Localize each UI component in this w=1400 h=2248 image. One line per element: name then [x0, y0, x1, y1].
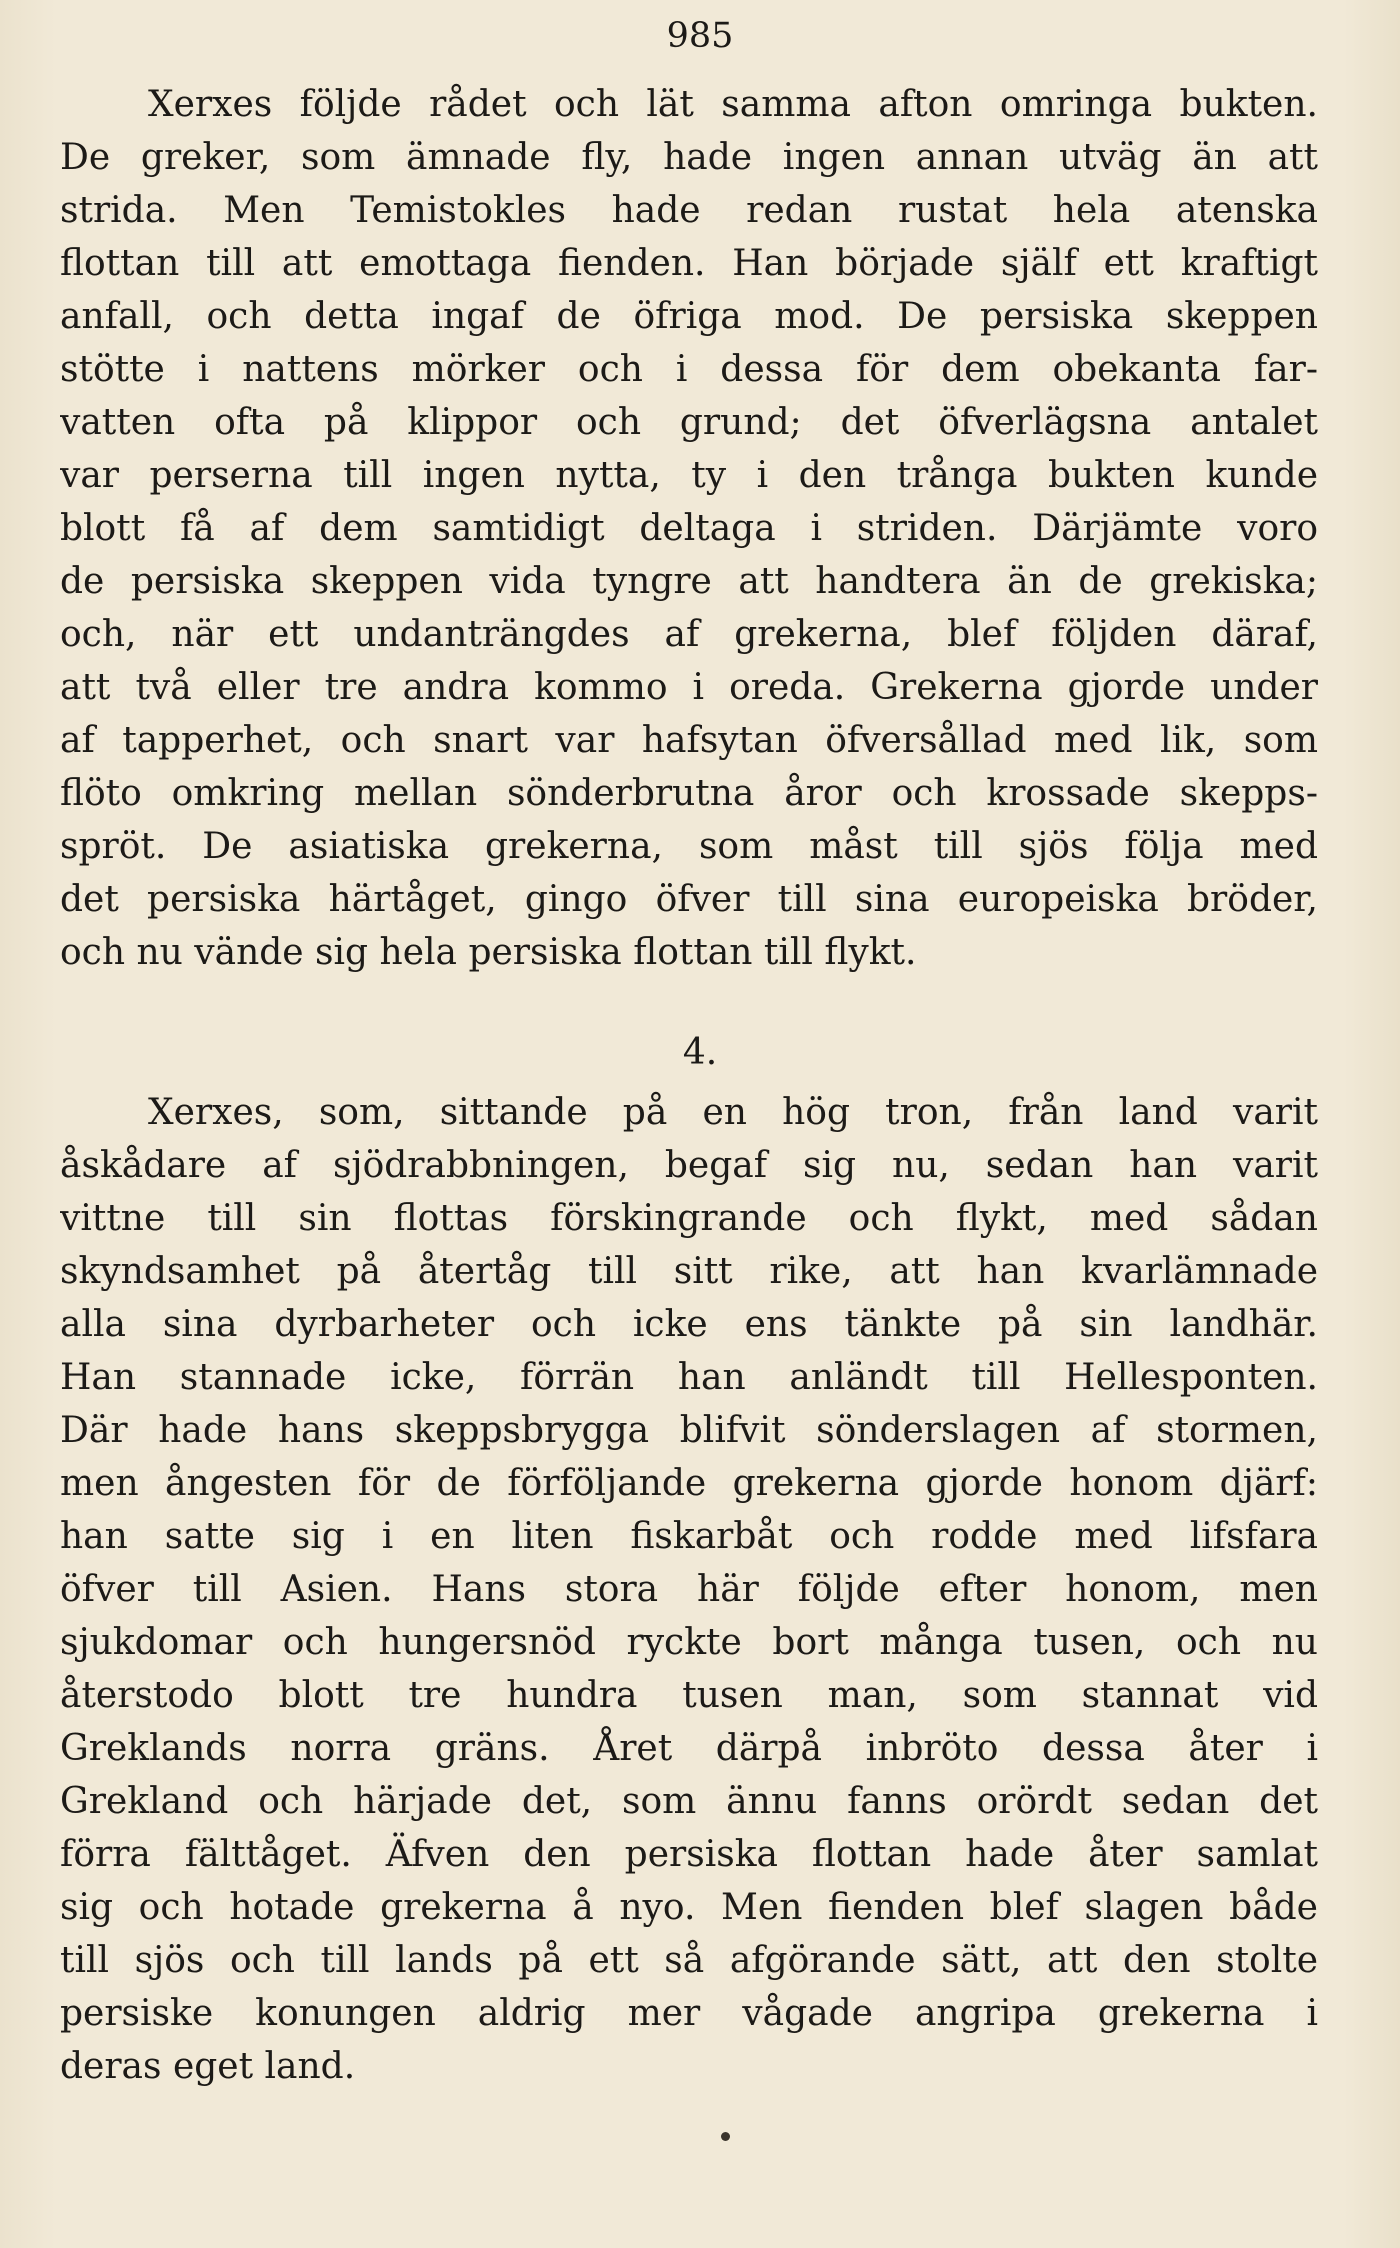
text-line: var perserna till ingen nytta, ty i den trånga bukten kunde — [60, 455, 1318, 496]
paragraph-1 — [60, 78, 1318, 979]
text-line: strida. Men Temistokles hade redan rustat hela atenska — [60, 190, 1318, 231]
paragraph-2 — [60, 1086, 1318, 2093]
text-line: sjukdomar och hungersnöd ryckte bort många tusen, och nu — [60, 1622, 1318, 1663]
text-line: blott få af dem samtidigt deltaga i striden. Därjämte voro — [60, 508, 1318, 549]
text-line: han satte sig i en liten fiskarbåt och rodde med lifsfara — [60, 1516, 1318, 1557]
ink-dot — [721, 2132, 730, 2141]
text-line: vatten ofta på klippor och grund; det öfverlägsna antalet — [60, 402, 1318, 443]
text-line: persiske konungen aldrig mer vågade angripa grekerna i — [60, 1993, 1318, 2034]
text-line: spröt. De asiatiska grekerna, som måst till sjös följa med — [60, 826, 1318, 867]
text-line: öfver till Asien. Hans stora här följde efter honom, men — [60, 1569, 1318, 1610]
text-line: alla sina dyrbarheter och icke ens tänkte på sin landhär. — [60, 1304, 1318, 1345]
text-line: flöto omkring mellan sönderbrutna åror och krossade skepps- — [60, 773, 1318, 814]
text-line: Grekland och härjade det, som ännu fanns orördt sedan det — [60, 1781, 1318, 1822]
text-line: återstodo blott tre hundra tusen man, som stannat vid — [60, 1675, 1318, 1716]
text-line: anfall, och detta ingaf de öfriga mod. De persiska skeppen — [60, 296, 1318, 337]
text-line: de persiska skeppen vida tyngre att handtera än de grekiska; — [60, 561, 1318, 602]
text-line: flottan till att emottaga fienden. Han började själf ett kraftigt — [60, 243, 1318, 284]
text-line: De greker, som ämnade fly, hade ingen annan utväg än att — [60, 137, 1318, 178]
text-line: och, när ett undanträngdes af grekerna, blef följden däraf, — [60, 614, 1318, 655]
text-line: Xerxes följde rådet och lät samma afton omringa bukten. — [148, 84, 1318, 125]
page-number: 985 — [666, 16, 734, 56]
text-line: till sjös och till lands på ett så afgörande sätt, att den stolte — [60, 1940, 1318, 1981]
text-line: och nu vände sig hela persiska flottan till flykt. — [60, 932, 917, 973]
text-line: Där hade hans skeppsbrygga blifvit sönderslagen af stormen, — [60, 1410, 1318, 1451]
text-line: stötte i nattens mörker och i dessa för dem obekanta far- — [60, 349, 1318, 390]
text-line: deras eget land. — [60, 2046, 356, 2087]
text-line: förra fälttåget. Äfven den persiska flottan hade åter samlat — [60, 1834, 1318, 1875]
text-line: Han stannade icke, förrän han anländt till Hellesponten. — [60, 1357, 1318, 1398]
section-number: 4. — [682, 1032, 718, 1073]
text-line: Greklands norra gräns. Året därpå inbröto dessa åter i — [60, 1728, 1318, 1769]
text-line: men ångesten för de förföljande grekerna gjorde honom djärf: — [60, 1463, 1318, 1504]
text-line: sig och hotade grekerna å nyo. Men fienden blef slagen både — [60, 1887, 1318, 1928]
text-line: vittne till sin flottas förskingrande och flykt, med sådan — [60, 1198, 1318, 1239]
text-line: det persiska härtåget, gingo öfver till sina europeiska bröder, — [60, 879, 1318, 920]
text-line: åskådare af sjödrabbningen, begaf sig nu, sedan han varit — [60, 1145, 1318, 1186]
text-line: af tapperhet, och snart var hafsytan öfversållad med lik, som — [60, 720, 1318, 761]
text-line: att två eller tre andra kommo i oreda. Grekerna gjorde under — [60, 667, 1318, 708]
text-line: skyndsamhet på återtåg till sitt rike, att han kvarlämnade — [60, 1251, 1318, 1292]
text-line: Xerxes, som, sittande på en hög tron, från land varit — [148, 1092, 1318, 1133]
